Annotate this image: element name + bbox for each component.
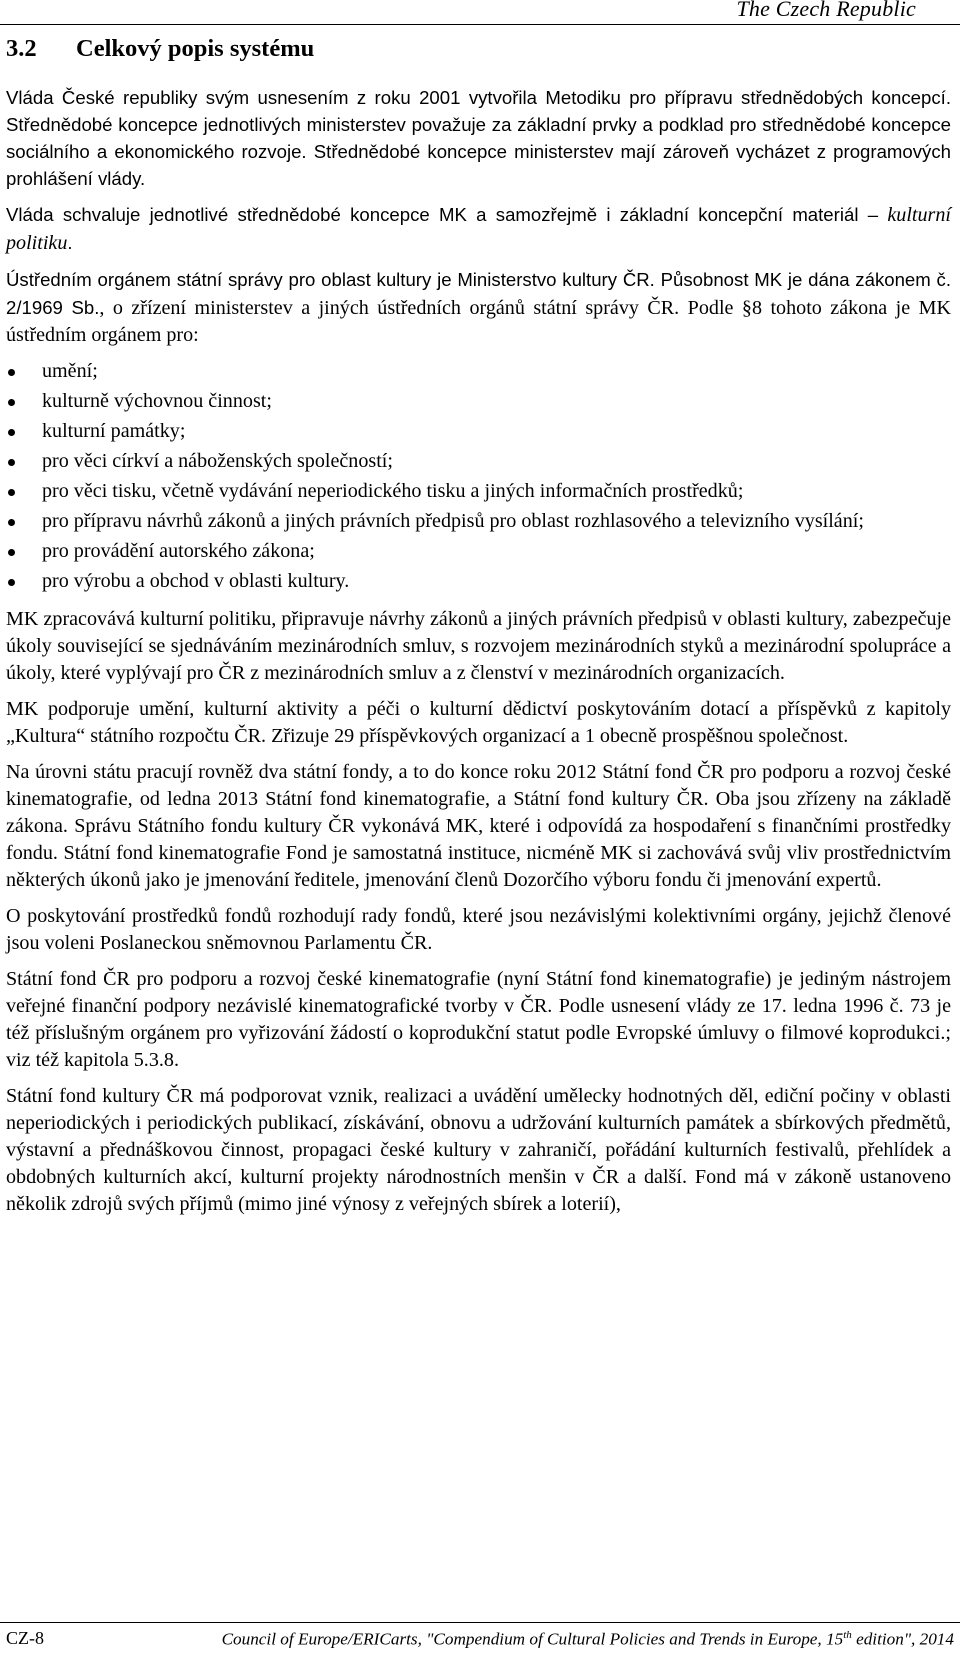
list-item <box>6 358 951 385</box>
footer-citation <box>222 1629 954 1650</box>
paragraph-3 <box>6 266 951 349</box>
body-text <box>6 84 951 1227</box>
bullet-icon <box>8 579 15 586</box>
list-item <box>6 478 951 505</box>
paragraph-3-rest: , o zřízení ministerstev a jiných ústředních orgánů státní správy ČR. Podle §8 tohoto zákona je MK ústředním orgánem pro: <box>6 297 951 346</box>
page-footer <box>0 1628 960 1652</box>
list-item <box>6 388 951 415</box>
paragraph-8: Státní fond ČR pro podporu a rozvoj české kinematografie (nyní Státní fond kinematografie) je jediným nástrojem veřejné finanční podpory nezávislé kinematografické tvorby v ČR. Podle usnesení vlády ze 17. ledna 1996 č. 73 je též příslušným orgánem pro vyřizování žádostí o koprodukční statut podle Evropské úmluvy o filmové koprodukci.; viz též kapitola 5.3.8. <box>6 968 951 1071</box>
citation-text: Council of Europe/ERICarts, "Compendium of Cultural Policies and Trends in Europe, 15 <box>221 1629 844 1649</box>
list-item <box>6 568 951 595</box>
list-item <box>6 508 951 535</box>
bullet-icon <box>8 519 15 526</box>
list-item <box>6 418 951 445</box>
paragraph-2-text: Vláda schvaluje jednotlivé střednědobé koncepce MK a samozřejmě i základní koncepční materiál – <box>6 204 888 225</box>
list-item <box>6 538 951 565</box>
list-item-text: pro provádění autorského zákona; <box>42 540 315 562</box>
running-title: The Czech Republic <box>736 0 916 21</box>
competence-list <box>6 358 951 595</box>
footer-divider <box>0 1622 960 1623</box>
bullet-icon <box>8 459 15 466</box>
list-item-text: pro výrobu a obchod v oblasti kultury. <box>42 570 350 592</box>
paragraph-9: Státní fond kultury ČR má podporovat vznik, realizaci a uvádění umělecky hodnotných děl, ediční počiny v oblasti neperiodických i periodických publikací, získávání, obnovu a udržování kulturních památek a sbírkových předmětů, výstavní a přednáškovou činnost, propagaci české kultury v zahraničí, pořádání kulturních festivalů, přehlídek a obdobných kulturních akcí, kulturní projekty národnostních menšin v ČR a další. Fond má v zákoně ustanoveno několik zdrojů svých příjmů (mimo jiné výnosy z veřejných sbírek a loterií), <box>6 1085 951 1215</box>
bullet-icon <box>8 489 15 496</box>
paragraph-4: MK zpracovává kulturní politiku, připravuje návrhy zákonů a jiných právních předpisů v oblasti kultury, zabezpečuje úkoly související se sjednáváním mezinárodních smluv, s rozvojem mezinárodních styků a mezinárodní spolupráce a úkoly, které vyplývají pro ČR z mezinárodních smluv a z členství v mezinárodních organizacích. <box>6 608 951 684</box>
bullet-icon <box>8 399 15 406</box>
list-item-text: pro věci tisku, včetně vydávání neperiodického tisku a jiných informačních prostředků; <box>42 480 744 502</box>
list-item-text: umění; <box>42 360 98 382</box>
paragraph-2-end: . <box>67 232 73 253</box>
citation-superscript: th <box>843 1629 852 1641</box>
list-item-text: kulturně výchovnou činnost; <box>42 390 272 412</box>
list-item-text: kulturní památky; <box>42 420 186 442</box>
bullet-icon <box>8 369 15 376</box>
list-item <box>6 448 951 475</box>
paragraph-3-lead: Ústředním orgánem státní správy pro oblast kultury je Ministerstvo kultury ČR. Působnost MK je dána zákonem č. 2/1969 Sb. <box>6 269 951 318</box>
paragraph-5: MK podporuje umění, kulturní aktivity a péči o kulturní dědictví poskytováním dotací a příspěvků z kapitoly „Kultura“ státního rozpočtu ČR. Zřizuje 29 příspěvkových organizací a 1 obecně prospěšnou společnost. <box>6 698 951 747</box>
paragraph-6: Na úrovni státu pracují rovněž dva státní fondy, a to do konce roku 2012 Státní fond ČR pro podporu a rozvoj české kinematografie, od ledna 2013 Státní fond kinematografie, a Státní fond kultury ČR. Oba jsou zřízeny na základě zákona. Správu Státního fondu kultury ČR vykonává MK, které i odpovídá za hospodaření s finančními prostředky fondu. Státní fond kinematografie Fond je samostatná instituce, nicméně MK si zachovává svůj vliv prostřednictvím některých úkonů jako je jmenování ředitele, jmenování členů Dozorčího výboru fondu či jmenování expertů. <box>6 761 951 891</box>
paragraph-2-emphasis: kulturní politiku <box>6 204 951 254</box>
bullet-icon <box>8 549 15 556</box>
citation-end: edition", 2014 <box>851 1629 954 1649</box>
running-header <box>0 0 960 25</box>
list-item-text: pro přípravu návrhů zákonů a jiných právních předpisů pro oblast rozhlasového a televizního vysílání; <box>42 510 864 532</box>
paragraph-2 <box>6 201 951 257</box>
bullet-icon <box>8 429 15 436</box>
paragraph-1: Vláda České republiky svým usnesením z roku 2001 vytvořila Metodiku pro přípravu střednědobých koncepcí. Střednědobé koncepce jednotlivých ministerstev považuje za základní prvky a podklad pro střednědobé koncepce sociálního a ekonomického rozvoje. Střednědobé koncepce ministerstev mají zároveň vycházet z programových prohlášení vlády. <box>6 87 951 189</box>
section-heading <box>6 35 314 63</box>
section-number: 3.2 <box>6 35 37 62</box>
page-number: CZ-8 <box>6 1628 44 1648</box>
section-title: Celkový popis systému <box>76 35 315 62</box>
list-item-text: pro věci církví a náboženských společností; <box>42 450 393 472</box>
paragraph-7: O poskytování prostředků fondů rozhodují rady fondů, které jsou nezávislými kolektivními orgány, jejichž členové jsou voleni Poslaneckou sněmovnou Parlamentu ČR. <box>6 905 951 954</box>
